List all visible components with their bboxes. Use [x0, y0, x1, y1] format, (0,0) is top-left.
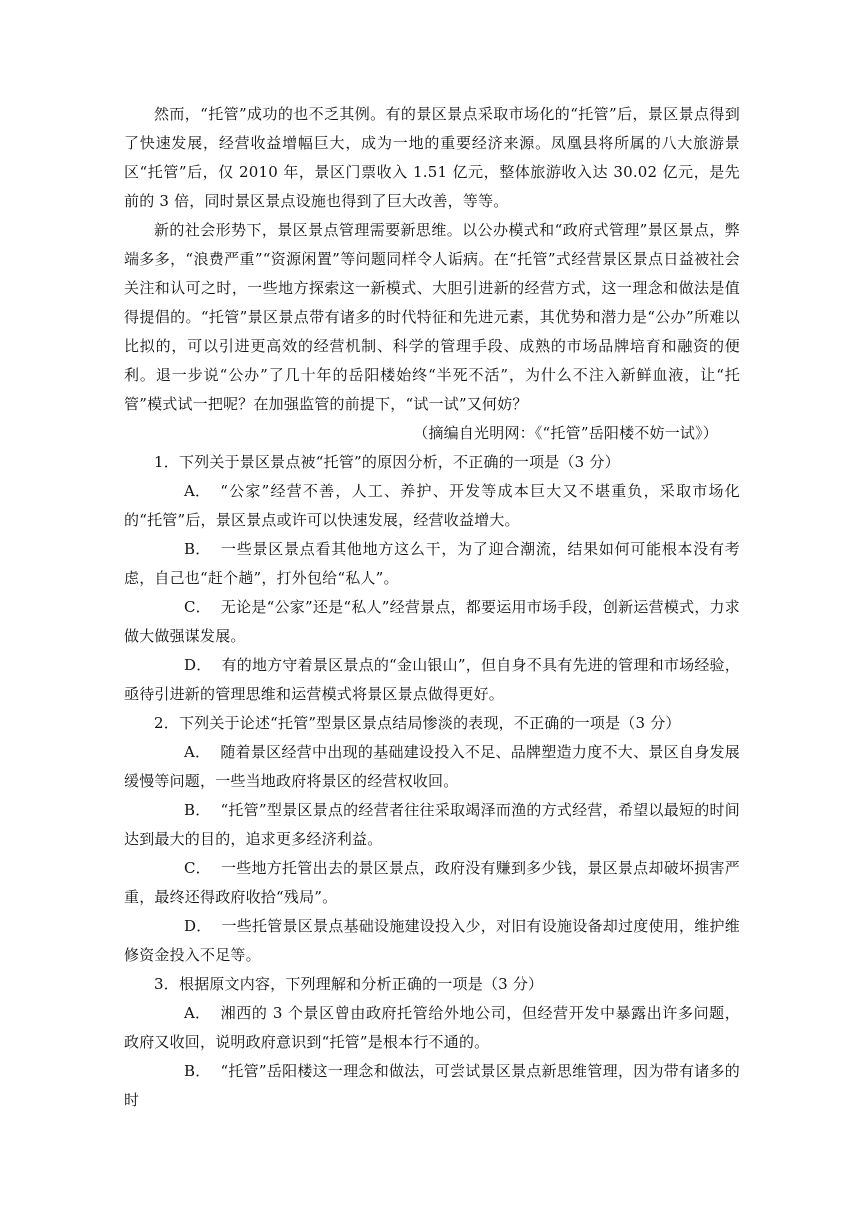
option-text: 随着景区经营中出现的基础建设投入不足、品牌塑造力度不大、景区自身发展缓慢等问题，一些当地政府将景区的经营权收回。 [124, 743, 740, 790]
passage-source: （摘编自光明网：《“托管”岳阳楼不妨一试》） [413, 424, 718, 442]
document-page [124, 100, 740, 1115]
option-letter: A． [184, 743, 211, 761]
question-1 [124, 448, 740, 709]
option-letter: D． [184, 656, 212, 674]
question-3-option-b [124, 1057, 740, 1115]
option-letter: B． [184, 801, 211, 819]
question-2-option-a [124, 738, 740, 796]
option-letter: C． [184, 598, 211, 616]
question-stem: 3．根据原文内容，下列理解和分析正确的一项是（3 分） [154, 975, 544, 993]
question-stem: 1．下列关于景区景点被“托管”的原因分析，不正确的一项是（3 分） [154, 453, 620, 471]
option-text: “托管”型景区景点的经营者往往采取竭泽而渔的方式经营，希望以最短的时间达到最大的目的，追求更多经济利益。 [124, 801, 740, 848]
question-1-option-a [124, 477, 740, 535]
option-letter: A． [184, 1004, 211, 1022]
option-text: 有的地方守着景区景点的“金山银山”，但自身不具有先进的管理和市场经验，亟待引进新的管理思维和运营模式将景区景点做得更好。 [124, 656, 740, 703]
option-letter: D． [184, 917, 212, 935]
option-text: 一些托管景区景点基础设施建设投入少，对旧有设施设备却过度使用，维护维修资金投入不足等。 [124, 917, 740, 964]
option-text: 一些地方托管出去的景区景点，政府没有赚到多少钱，景区景点却破坏损害严重，最终还得政府收拾“残局”。 [124, 859, 740, 906]
passage-paragraph-2: 新的社会形势下，景区景点管理需要新思维。以公办模式和“政府式管理”景区景点，弊端多多，“浪费严重”“资源闲置”等问题同样令人诟病。在“托管”式经营景区景点日益被社会关注和认可之时，一些地方探索这一新模式、大胆引进新的经营方式，这一理念和做法是值得提倡的。“托管”景区景点带有诸多的时代特征和先进元素，其优势和潜力是“公办”所难以比拟的，可以引进更高效的经营机制、科学的管理手段、成熟的市场品牌培育和融资的便利。退一步说“公办”了几十年的岳阳楼始终“半死不活”，为什么不注入新鲜血液，让“托管”模式试一把呢？在加强监管的前提下，“试一试”又何妨？ [124, 221, 740, 413]
question-3-option-a [124, 999, 740, 1057]
option-letter: C． [184, 859, 211, 877]
option-text: 一些景区景点看其他地方这么干，为了迎合潮流，结果如何可能根本没有考虑，自己也“赶个趟”，打外包给“私人”。 [124, 540, 740, 587]
option-text: 湘西的 3 个景区曾由政府托管给外地公司，但经营开发中暴露出许多问题，政府又收回，说明政府意识到“托管”是根本行不通的。 [124, 1004, 740, 1051]
option-letter: B． [184, 1062, 211, 1080]
option-letter: A． [184, 482, 211, 500]
question-1-option-d [124, 651, 740, 709]
option-text: “托管”岳阳楼这一理念和做法，可尝试景区景点新思维管理，因为带有诸多的时 [124, 1062, 740, 1109]
option-letter: B． [184, 540, 211, 558]
question-stem: 2．下列关于论述“托管”型景区景点结局惨淡的表现，不正确的一项是（3 分） [154, 714, 681, 732]
option-text: “公家”经营不善，人工、养护、开发等成本巨大又不堪重负，采取市场化的“托管”后，景区景点或许可以快速发展，经营收益增大。 [124, 482, 740, 529]
question-2 [124, 709, 740, 970]
question-2-option-c [124, 854, 740, 912]
option-text: 无论是“公家”还是“私人”经营景点，都要运用市场手段，创新运营模式，力求做大做强谋发展。 [124, 598, 740, 645]
question-2-option-b [124, 796, 740, 854]
question-1-option-b [124, 535, 740, 593]
passage-paragraph-1: 然而，“托管”成功的也不乏其例。有的景区景点采取市场化的“托管”后，景区景点得到了快速发展，经营收益增幅巨大，成为一地的重要经济来源。凤凰县将所属的八大旅游景区“托管”后，仅 2010 年，景区门票收入 1.51 亿元，整体旅游收入达 30.02 亿元，是先前的 3 倍，同时景区景点设施也得到了巨大改善，等等。 [124, 105, 740, 210]
question-2-option-d [124, 912, 740, 970]
question-1-option-c [124, 593, 740, 651]
question-3 [124, 970, 740, 1115]
